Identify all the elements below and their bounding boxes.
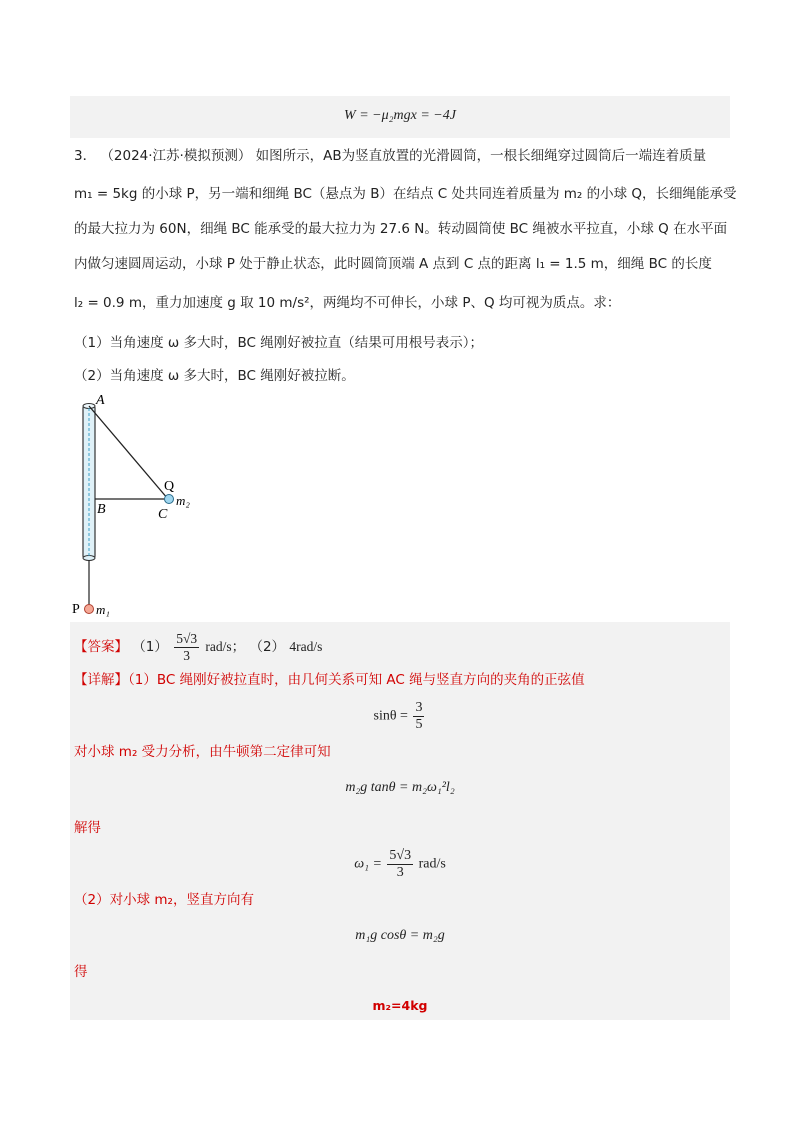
label-p: P	[72, 602, 80, 617]
answer-frac-den: 3	[183, 647, 191, 663]
formula-omega	[70, 848, 730, 881]
formula-vertical: m₁g cosθ = m₂g	[355, 928, 445, 943]
tube-bottom	[83, 556, 95, 561]
answer-part2: （2）	[249, 639, 286, 655]
answer-unit1: rad/s；	[205, 639, 246, 654]
question-2: （2）当角速度 ω 多大时，BC 绳刚好被拉断。	[74, 368, 355, 384]
formula-omega-num: 5√3	[389, 848, 412, 863]
formula-omega-unit: rad/s	[418, 856, 446, 872]
label-a: A	[96, 393, 105, 408]
problem-text-1: 如图所示，AB为竖直放置的光滑圆筒，一根长细绳穿过圆筒后一端连着质量	[255, 148, 707, 164]
formula-omega-left: ω₁ =	[354, 856, 382, 872]
ball-q	[165, 495, 174, 504]
formula-sin-frac	[413, 700, 424, 733]
formula-sin-num: 3	[415, 700, 423, 715]
formula-omega-den: 3	[396, 865, 404, 880]
problem-line-1	[74, 146, 706, 166]
answer-line	[74, 630, 322, 664]
label-m1: m₁	[96, 602, 110, 617]
label-q: Q	[164, 479, 175, 494]
solution-line-1	[74, 670, 585, 690]
problem-line-3: 的最大拉力为 60N，细绳 BC 能承受的最大拉力为 27.6 N。转动圆筒使 BC 绳被水平拉直，小球 Q 在水平面	[74, 221, 728, 237]
solution-text-1: （1）BC 绳刚好被拉直时，由几何关系可知 AC 绳与竖直方向的夹角的正弦值	[128, 672, 585, 688]
problem-line-5: l₂ = 0.9 m，重力加速度 g 取 10 m/s²，两绳均不可伸长，小球 P、Q 均可视为质点。求：	[74, 295, 621, 311]
solution-line-2: 对小球 m₂ 受力分析，由牛顿第二定律可知	[74, 744, 331, 760]
question-1: （1）当角速度 ω 多大时，BC 绳刚好被拉直（结果可用根号表示）；	[74, 335, 483, 351]
physics-diagram	[70, 390, 270, 620]
problem-line-2: m₁ = 5kg 的小球 P，另一端和细绳 BC（悬点为 B）在结点 C 处共同连着质量为 m₂ 的小球 Q，长细绳能承受	[74, 186, 737, 202]
rope-ac	[89, 406, 168, 499]
problem-source: （2024·江苏·模拟预测）	[100, 148, 252, 164]
answer-frac-num: 5√3	[176, 630, 198, 646]
problem-number: 3．	[74, 148, 97, 164]
solution-line-4: （2）对小球 m₂，竖直方向有	[74, 892, 254, 908]
solution-line-5: 得	[74, 964, 88, 980]
answer-fraction	[174, 631, 199, 664]
formula-sin-left: sinθ =	[373, 708, 408, 724]
top-formula: W = −μ₂mgx = −4J	[344, 108, 456, 123]
formula-omega-frac	[387, 848, 413, 881]
formula-sin-den: 5	[415, 717, 423, 732]
formula-result: m₂=4kg	[372, 998, 428, 1013]
label-c: C	[158, 507, 168, 522]
solution-line-3: 解得	[74, 820, 101, 836]
label-m2: m₂	[176, 493, 190, 508]
formula-newton: m₂g tanθ = m₂ω₁²l₂	[345, 780, 455, 795]
answer-part1: （1）	[132, 639, 168, 655]
answer-tag: 【答案】	[74, 639, 128, 655]
problem-line-4: 内做匀速圆周运动，小球 P 处于静止状态，此时圆筒顶端 A 点到 C 点的距离 l₁ = 1.5 m，细绳 BC 的长度	[74, 256, 712, 272]
solution-tag: 【详解】	[74, 672, 128, 688]
formula-sin	[70, 700, 730, 733]
label-b: B	[97, 502, 106, 517]
ball-p	[85, 605, 94, 614]
answer-value2: 4rad/s	[289, 639, 323, 654]
